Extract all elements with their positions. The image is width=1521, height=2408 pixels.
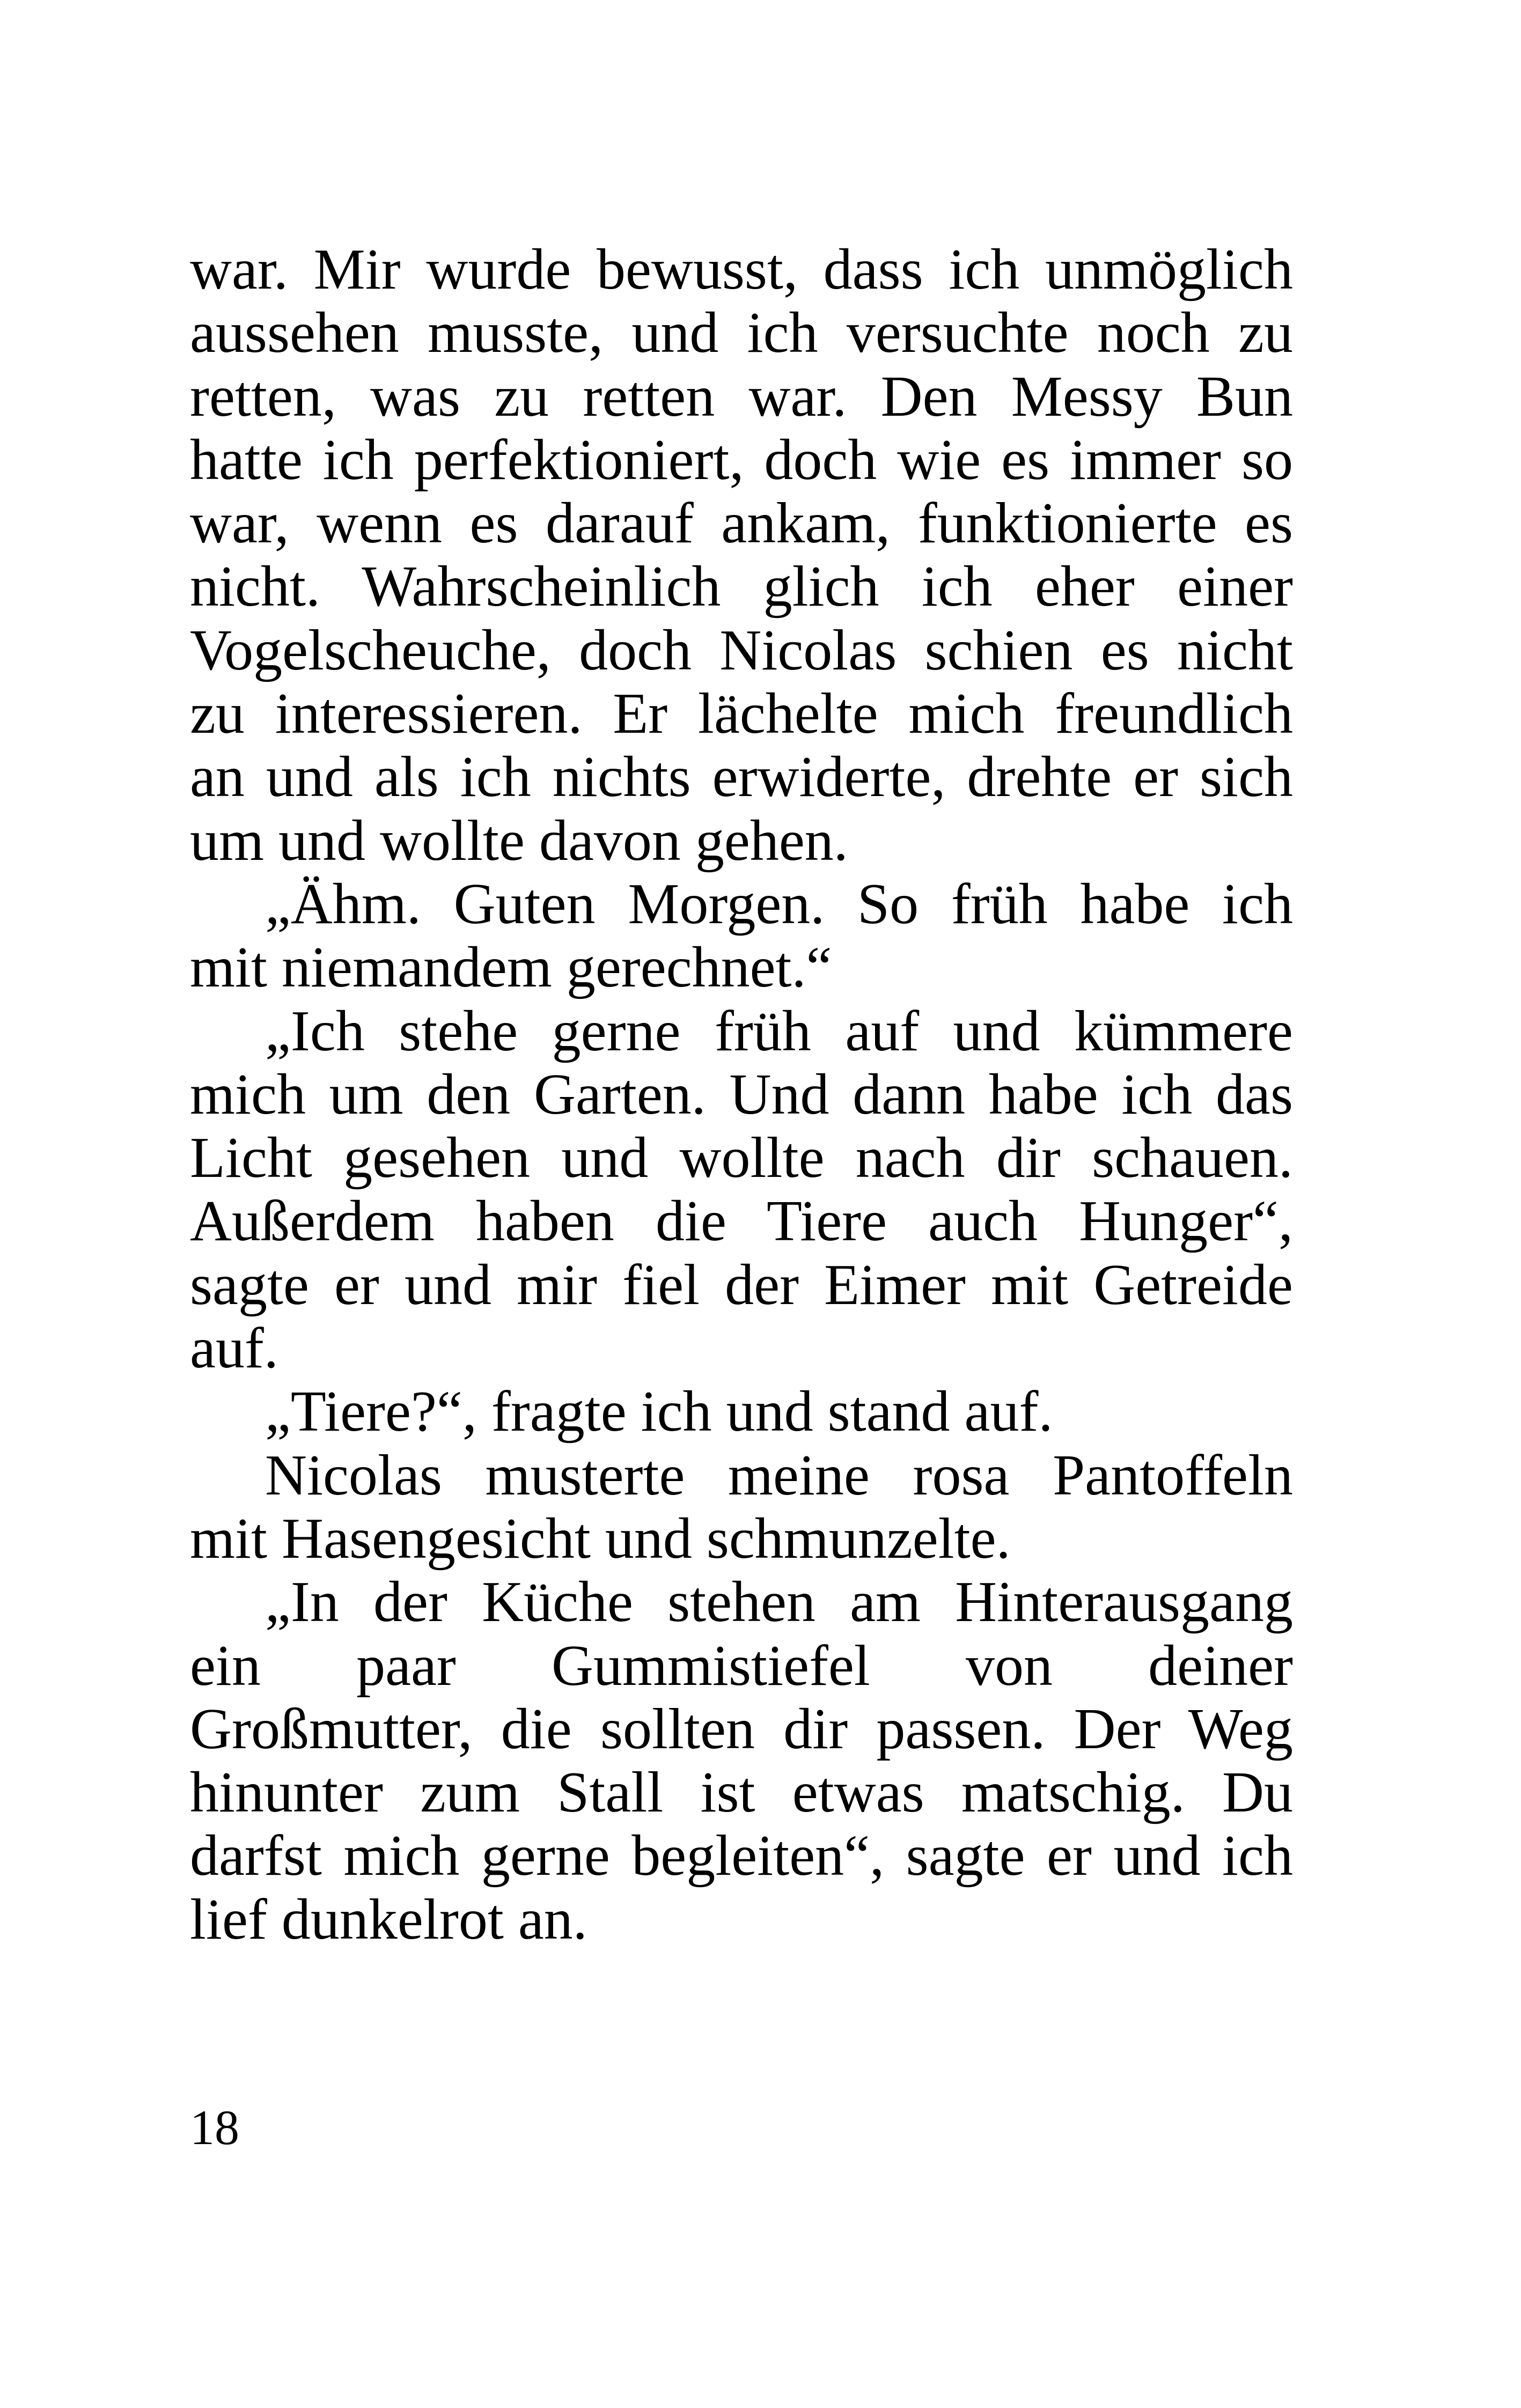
text-line: Großmutter, die sollten dir passen. Der Weg <box>190 1697 1293 1761</box>
text-line: war, wenn es darauf ankam, funktionierte es <box>190 491 1293 556</box>
paragraph <box>190 1380 1293 1444</box>
paragraph <box>190 238 1293 873</box>
text-line: nicht. Wahrscheinlich glich ich eher einer <box>190 555 1293 619</box>
text-line: an und als ich nichts erwiderte, drehte er sich <box>190 745 1293 809</box>
text-line: retten, was zu retten war. Den Messy Bun <box>190 364 1293 429</box>
paragraph <box>190 1000 1293 1381</box>
paragraph <box>190 1444 1293 1571</box>
text-line: mit Hasengesicht und schmunzelte. <box>190 1506 1011 1571</box>
text-line: mit niemandem gerechnet.“ <box>190 936 832 1000</box>
text-line: ein paar Gummistiefel von deiner <box>190 1633 1293 1698</box>
text-line: auf. <box>190 1316 278 1381</box>
text-line: war. Mir wurde bewusst, dass ich unmöglich <box>190 238 1293 301</box>
text-line: darfst mich gerne begleiten“, sagte er und ich <box>190 1824 1293 1888</box>
text-line: Nicolas musterte meine rosa Pantoffeln <box>265 1443 1293 1507</box>
text-line: „Ähm. Guten Morgen. So früh habe ich <box>265 872 1293 936</box>
text-line: „Ich stehe gerne früh auf und kümmere <box>265 999 1293 1063</box>
text-line: um und wollte davon gehen. <box>190 808 848 873</box>
text-line: lief dunkelrot an. <box>190 1887 587 1952</box>
text-line: Außerdem haben die Tiere auch Hunger“, <box>190 1189 1293 1254</box>
text-line: zu interessieren. Er lächelte mich freundlich <box>190 682 1293 746</box>
text-line: aussehen musste, und ich versuchte noch zu <box>190 301 1293 365</box>
paragraph <box>190 1571 1293 1952</box>
text-line: hatte ich perfektioniert, doch wie es immer so <box>190 428 1293 492</box>
text-line: Licht gesehen und wollte nach dir schauen. <box>190 1126 1293 1190</box>
text-line: „In der Küche stehen am Hinterausgang <box>265 1570 1293 1634</box>
text-line: sagte er und mir fiel der Eimer mit Getreide <box>190 1253 1293 1317</box>
paragraph <box>190 873 1293 1000</box>
text-line: Vogelscheuche, doch Nicolas schien es nicht <box>190 618 1293 682</box>
body-text <box>190 238 1293 1952</box>
text-line: „Tiere?“, fragte ich und stand auf. <box>265 1380 1053 1444</box>
text-line: hinunter zum Stall ist etwas matschig. Du <box>190 1761 1293 1825</box>
page-number: 18 <box>190 2100 239 2155</box>
text-line: mich um den Garten. Und dann habe ich das <box>190 1062 1293 1126</box>
